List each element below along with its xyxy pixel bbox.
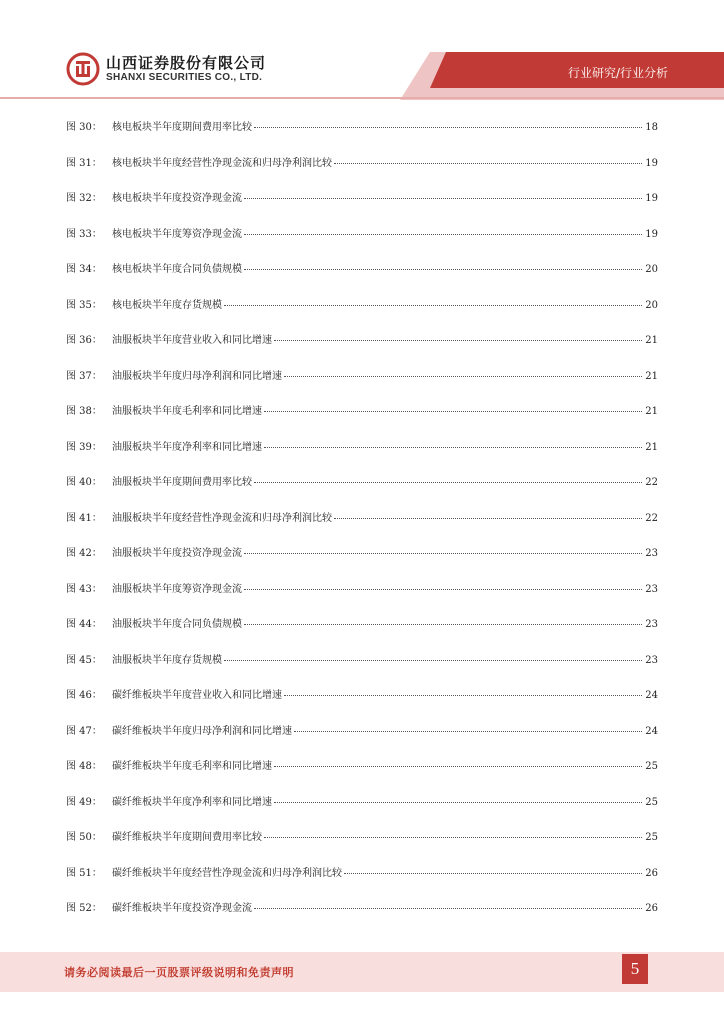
toc-entry-page: 20 [645, 264, 658, 275]
toc-dot-leader [344, 873, 642, 874]
toc-entry-title: 碳纤维板块半年度投资净现金流 [112, 903, 252, 914]
toc-entry-number: 图 44： [66, 619, 102, 630]
toc-entry-page: 23 [645, 583, 658, 595]
toc-entry[interactable] [66, 296, 658, 332]
toc-entry[interactable] [66, 189, 658, 225]
toc-entry-number: 图 52： [66, 903, 102, 914]
page-header [0, 0, 724, 100]
toc-entry-page: 21 [645, 370, 658, 382]
toc-dot-leader [334, 518, 642, 519]
toc-entry-number: 图 47： [66, 725, 102, 737]
toc-dot-leader [244, 269, 642, 270]
toc-entry[interactable] [66, 509, 658, 545]
toc-entry[interactable] [66, 367, 658, 403]
toc-entry-title: 核电板块半年度经营性净现金流和归母净利润比较 [112, 157, 332, 169]
toc-entry-number: 图 32： [66, 193, 102, 204]
toc-dot-leader [244, 624, 642, 625]
section-label: 行业研究/行业分析 [567, 66, 668, 80]
toc-entry[interactable] [66, 651, 658, 687]
toc-entry-title: 核电板块半年度投资净现金流 [112, 193, 242, 204]
toc-entry[interactable] [66, 615, 658, 651]
toc-entry-number: 图 39： [66, 441, 102, 453]
toc-entry-number: 图 49： [66, 796, 102, 808]
toc-dot-leader [244, 589, 642, 590]
toc-entry-page: 25 [645, 832, 658, 843]
toc-entry-page: 18 [645, 122, 658, 133]
toc-entry-number: 图 48： [66, 761, 102, 772]
toc-entry-page: 19 [645, 228, 658, 240]
toc-entry-page: 19 [645, 193, 658, 204]
footer-disclaimer: 请务必阅读最后一页股票评级说明和免责声明 [64, 966, 294, 979]
toc-entry-page: 26 [645, 867, 658, 879]
toc-dot-leader [264, 411, 642, 412]
toc-entry-page: 24 [645, 690, 658, 701]
toc-dot-leader [254, 127, 642, 128]
toc-dot-leader [274, 802, 642, 803]
toc-entry-title: 油服板块半年度营业收入和同比增速 [112, 335, 272, 346]
toc-entry-title: 油服板块半年度归母净利润和同比增速 [112, 370, 282, 382]
toc-entry[interactable] [66, 686, 658, 722]
toc-entry-title: 核电板块半年度期间费用率比较 [112, 122, 252, 133]
toc-entry-title: 碳纤维板块半年度营业收入和同比增速 [112, 690, 282, 701]
toc-entry-page: 22 [645, 477, 658, 488]
toc-entry[interactable] [66, 828, 658, 864]
toc-entry-page: 24 [645, 725, 658, 737]
toc-entry-page: 23 [645, 548, 658, 559]
toc-entry-title: 油服板块半年度净利率和同比增速 [112, 441, 262, 453]
page-number: 5 [622, 954, 648, 984]
toc-entry[interactable] [66, 864, 658, 900]
toc-dot-leader [264, 447, 642, 448]
toc-entry-number: 图 36： [66, 335, 102, 346]
toc-entry-title: 油服板块半年度经营性净现金流和归母净利润比较 [112, 512, 332, 524]
toc-entry-page: 25 [645, 761, 658, 772]
toc-entry-number: 图 35： [66, 299, 102, 311]
toc-entry-number: 图 37： [66, 370, 102, 382]
toc-dot-leader [274, 766, 642, 767]
company-name-cn: 山西证券股份有限公司 [106, 54, 267, 72]
toc-entry-title: 油服板块半年度筹资净现金流 [112, 583, 242, 595]
toc-entry-title: 碳纤维板块半年度经营性净现金流和归母净利润比较 [112, 867, 342, 879]
toc-dot-leader [254, 482, 642, 483]
toc-dot-leader [224, 305, 642, 306]
toc-entry-number: 图 42： [66, 548, 102, 559]
company-name-en: SHANXI SECURITIES CO., LTD. [106, 72, 263, 83]
toc-entry-title: 碳纤维板块半年度净利率和同比增速 [112, 796, 272, 808]
toc-entry[interactable] [66, 331, 658, 367]
toc-entry-number: 图 46： [66, 690, 102, 701]
toc-entry[interactable] [66, 225, 658, 261]
toc-entry[interactable] [66, 580, 658, 616]
toc-entry-number: 图 33： [66, 228, 102, 240]
toc-dot-leader [244, 198, 642, 199]
toc-dot-leader [254, 908, 642, 909]
toc-entry-title: 油服板块半年度存货规模 [112, 654, 222, 666]
toc-entry-title: 核电板块半年度存货规模 [112, 299, 222, 311]
toc-dot-leader [284, 376, 642, 377]
toc-entry[interactable] [66, 260, 658, 296]
toc-entry-number: 图 51： [66, 867, 102, 879]
toc-entry-title: 油服板块半年度期间费用率比较 [112, 477, 252, 488]
toc-entry-page: 20 [645, 299, 658, 311]
toc-entry[interactable] [66, 722, 658, 758]
toc-entry-title: 碳纤维板块半年度毛利率和同比增速 [112, 761, 272, 772]
toc-entry-title: 碳纤维板块半年度期间费用率比较 [112, 832, 262, 843]
toc-entry-page: 21 [645, 406, 658, 417]
figure-table-of-contents [66, 118, 658, 935]
toc-dot-leader [244, 234, 642, 235]
toc-entry-number: 图 43： [66, 583, 102, 595]
toc-dot-leader [334, 163, 642, 164]
toc-entry[interactable] [66, 793, 658, 829]
company-logo-icon [66, 52, 100, 86]
toc-entry-title: 核电板块半年度筹资净现金流 [112, 228, 242, 240]
toc-entry-number: 图 31： [66, 157, 102, 169]
toc-entry-page: 25 [645, 796, 658, 808]
toc-entry[interactable] [66, 154, 658, 190]
toc-dot-leader [294, 731, 642, 732]
toc-entry-page: 26 [645, 903, 658, 914]
toc-entry[interactable] [66, 757, 658, 793]
toc-entry-page: 19 [645, 157, 658, 169]
toc-entry-page: 23 [645, 654, 658, 666]
toc-entry[interactable] [66, 544, 658, 580]
toc-entry-number: 图 38： [66, 406, 102, 417]
toc-dot-leader [224, 660, 642, 661]
toc-dot-leader [264, 837, 642, 838]
toc-entry[interactable] [66, 899, 658, 935]
toc-entry-number: 图 41： [66, 512, 102, 524]
toc-entry-number: 图 45： [66, 654, 102, 666]
toc-dot-leader [274, 340, 642, 341]
toc-entry-page: 21 [645, 441, 658, 453]
toc-entry-title: 油服板块半年度合同负债规模 [112, 619, 242, 630]
toc-entry-page: 23 [645, 619, 658, 630]
toc-entry-number: 图 40： [66, 477, 102, 488]
toc-dot-leader [244, 553, 642, 554]
toc-entry-title: 油服板块半年度毛利率和同比增速 [112, 406, 262, 417]
toc-entry[interactable] [66, 473, 658, 509]
toc-entry-number: 图 34： [66, 264, 102, 275]
toc-entry-page: 22 [645, 512, 658, 524]
toc-entry-number: 图 30： [66, 122, 102, 133]
toc-entry-title: 核电板块半年度合同负债规模 [112, 264, 242, 275]
toc-dot-leader [284, 695, 642, 696]
toc-entry-page: 21 [645, 335, 658, 346]
toc-entry[interactable] [66, 118, 658, 154]
toc-entry-title: 碳纤维板块半年度归母净利润和同比增速 [112, 725, 292, 737]
toc-entry[interactable] [66, 438, 658, 474]
toc-entry-title: 油服板块半年度投资净现金流 [112, 548, 242, 559]
toc-entry[interactable] [66, 402, 658, 438]
toc-entry-number: 图 50： [66, 832, 102, 843]
